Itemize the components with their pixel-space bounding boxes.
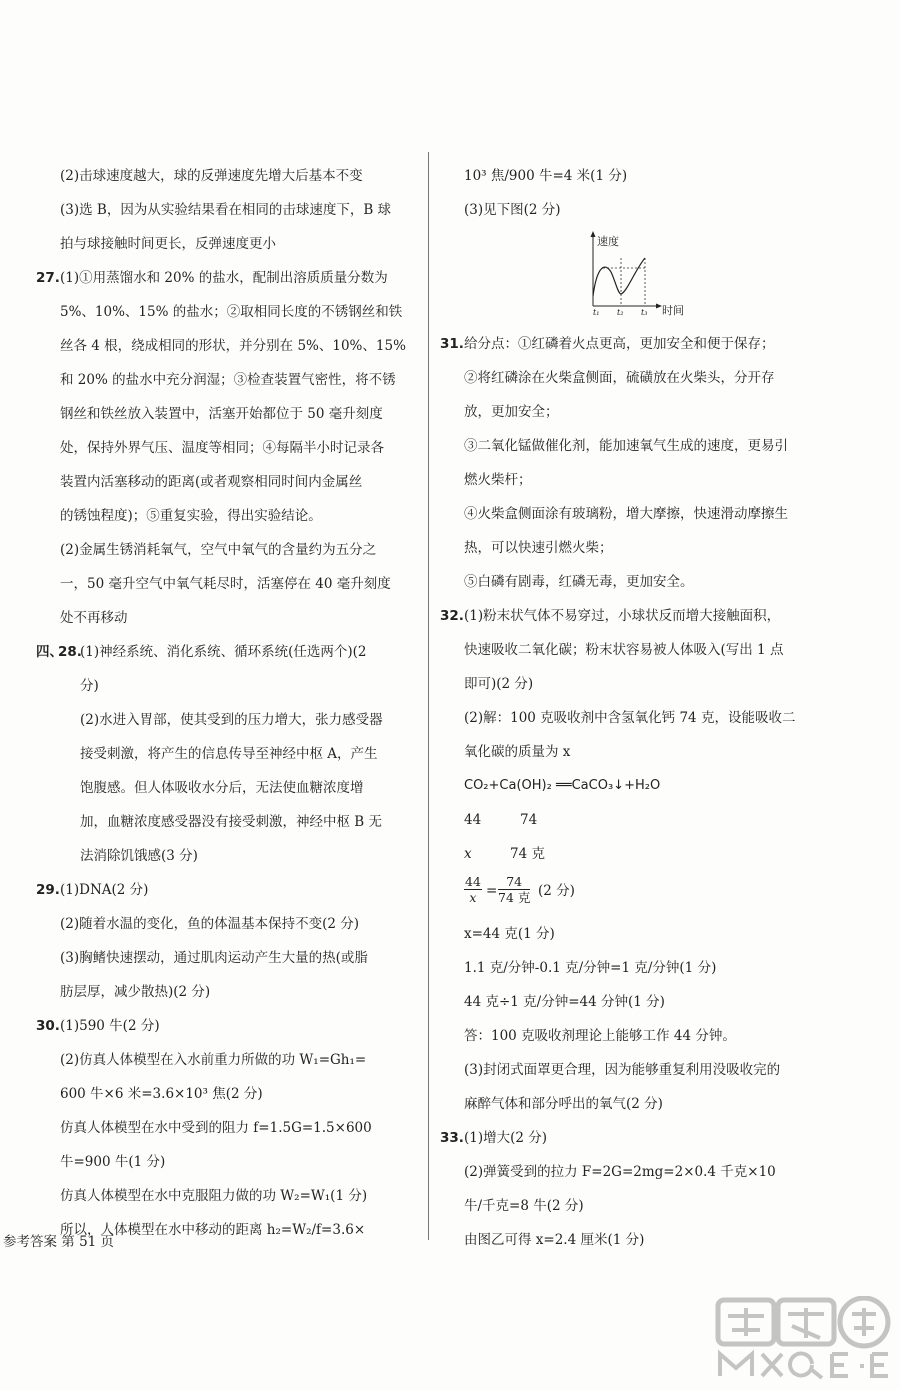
page-footer: 参考答案 第 51 页 <box>3 1234 115 1250</box>
score-note: (2 分) <box>538 883 575 899</box>
answer-line: (1)590 牛(2 分) <box>60 1018 160 1034</box>
x-axis-label: 时间 <box>662 304 684 316</box>
answer-line: 所以，人体模型在水中移动的距离 h₂=W₂/f=3.6× <box>60 1222 366 1238</box>
answer-line: (3)见下图(2 分) <box>464 202 561 218</box>
answer-line: 肪层厚，减少散热)(2 分) <box>60 984 211 1000</box>
question-number: 28. <box>58 644 82 660</box>
answer-line: 加，血糖浓度感受器没有接受刺激，神经中枢 B 无 <box>80 814 383 830</box>
answer-line: 5%、10%、15% 的盐水；②取相同长度的不锈钢丝和铁 <box>60 304 403 320</box>
answer-line: 麻醉气体和部分呼出的氧气(2 分) <box>464 1096 663 1112</box>
answer-line: (2)金属生锈消耗氧气，空气中氧气的含量约为五分之 <box>60 542 377 558</box>
answer-line: x=44 克(1 分) <box>464 926 555 942</box>
answer-line: (2)解：100 克吸收剂中含氢氧化钙 74 克，设能吸收二 <box>464 710 796 726</box>
answer-line: 答：100 克吸收剂理论上能够工作 44 分钟。 <box>464 1028 736 1044</box>
section-number: 四、 <box>36 644 63 660</box>
answer-line: 丝各 4 根，绕成相同的形状，并分别在 5%、10%、15% <box>60 338 406 354</box>
answer-line: 1.1 克/分钟-0.1 克/分钟=1 克/分钟(1 分) <box>464 960 717 976</box>
answer-line: 仿真人体模型在水中受到的阻力 f=1.5G=1.5×600 <box>60 1120 372 1136</box>
answer-line: (1)①用蒸馏水和 20% 的盐水，配制出溶质质量分数为 <box>60 270 388 286</box>
speed-time-graph <box>583 228 693 316</box>
answer-line: (3)胸鳍快速摆动，通过肌肉运动产生大量的热(或脂 <box>60 950 368 966</box>
answer-line: 仿真人体模型在水中克服阻力做的功 W₂=W₁(1 分) <box>60 1188 368 1204</box>
answer-line: 氧化碳的质量为 x <box>464 744 571 760</box>
answer-line: (2)仿真人体模型在入水前重力所做的功 W₁=Gh₁= <box>60 1052 367 1068</box>
tick-label: t₂ <box>617 308 624 316</box>
answer-line: 由图乙可得 x=2.4 厘米(1 分) <box>464 1232 645 1248</box>
question-number: 30. <box>36 1018 60 1034</box>
answer-line: 法消除饥饿感(3 分) <box>80 848 198 864</box>
equation-value: 74 <box>520 812 538 828</box>
equation-value: x <box>464 846 472 862</box>
question-number: 27. <box>36 270 60 286</box>
y-axis-label: 速度 <box>597 235 619 248</box>
answer-line: 分) <box>80 678 99 694</box>
speed-curve <box>593 258 645 296</box>
answer-line: 燃火柴杆； <box>464 472 532 488</box>
answer-line: 600 牛×6 米=3.6×10³ 焦(2 分) <box>60 1086 263 1102</box>
fraction-numerator: 44 <box>465 874 481 889</box>
column-divider <box>428 152 429 1240</box>
answer-line: 即可)(2 分) <box>464 676 534 692</box>
fraction-denominator: 74 克 <box>498 890 531 905</box>
answer-line: ④火柴盒侧面涂有玻璃粉，增大摩擦，快速滑动摩擦生 <box>464 506 788 522</box>
question-number: 29. <box>36 882 60 898</box>
question-number: 32. <box>440 608 464 624</box>
y-axis-arrow-icon <box>591 231 596 237</box>
fraction-numerator: 74 <box>498 874 530 890</box>
answer-line: 快速吸收二氧化碳；粉末状容易被人体吸入(写出 1 点 <box>464 642 784 658</box>
answer-line: 放，更加安全； <box>464 404 559 420</box>
answer-line: ③二氧化锰做催化剂，能加速氧气生成的速度，更易引 <box>464 438 788 454</box>
answer-line: (1)粉末状气体不易穿过，小球状反而增大接触面积， <box>464 608 781 624</box>
question-number: 31. <box>440 336 464 352</box>
answer-line: ⑤白磷有剧毒，红磷无毒，更加安全。 <box>464 574 694 590</box>
fraction-left <box>464 874 482 905</box>
equation-value: 74 克 <box>510 846 545 862</box>
answer-line: (3)选 B，因为从实验结果看在相同的击球速度下，B 球 <box>60 202 392 218</box>
answer-line: 热，可以快速引燃火柴； <box>464 540 613 556</box>
chemical-equation: CO₂+Ca(OH)₂ ══CaCO₃↓+H₂O <box>464 778 661 793</box>
answer-line: 处，保持外界气压、温度等相同；④每隔半小时记录各 <box>60 440 384 456</box>
answer-line: 拍与球接触时间更长，反弹速度更小 <box>60 236 276 252</box>
answer-line: 和 20% 的盐水中充分润湿；③检查装置气密性，将不锈 <box>60 372 396 388</box>
answer-line: 牛/千克=8 牛(2 分) <box>464 1198 584 1214</box>
answer-line: 接受刺激，将产生的信息传导至神经中枢 A，产生 <box>80 746 378 762</box>
tick-label: t₃ <box>641 308 648 316</box>
answer-line: (1)DNA(2 分) <box>60 882 149 898</box>
answer-line: 一，50 毫升空气中氧气耗尽时，活塞停在 40 毫升刻度 <box>60 576 391 592</box>
answer-line: (2)随着水温的变化，鱼的体温基本保持不变(2 分) <box>60 916 360 932</box>
tick-label: t₁ <box>593 308 600 316</box>
answer-line: ②将红磷涂在火柴盒侧面，硫磺放在火柴头，分开存 <box>464 370 775 386</box>
equals-sign: = <box>486 883 498 899</box>
question-number: 33. <box>440 1130 464 1146</box>
answer-line: 装置内活塞移动的距离(或者观察相同时间内金属丝 <box>60 474 363 490</box>
watermark-logo <box>714 1296 894 1382</box>
fraction-denominator: x <box>469 890 477 905</box>
answer-line: (1)神经系统、消化系统、循环系统(任选两个)(2 <box>80 644 367 660</box>
answer-line: (1)增大(2 分) <box>464 1130 548 1146</box>
answer-line: 钢丝和铁丝放入装置中，活塞开始都位于 50 毫升刻度 <box>60 406 383 422</box>
answer-line: 10³ 焦/900 牛=4 米(1 分) <box>464 168 628 184</box>
answer-line: 饱腹感。但人体吸收水分后，无法使血糖浓度增 <box>80 780 364 796</box>
answer-line: 给分点：①红磷着火点更高，更加安全和便于保存； <box>464 336 775 352</box>
answer-line: 处不再移动 <box>60 610 128 626</box>
answer-line: (3)封闭式面罩更合理，因为能够重复利用没吸收完的 <box>464 1062 781 1078</box>
answer-line: 44 克÷1 克/分钟=44 分钟(1 分) <box>464 994 665 1010</box>
answer-line: (2)击球速度越大，球的反弹速度先增大后基本不变 <box>60 168 363 184</box>
equation-value: 44 <box>464 812 482 828</box>
fraction-right <box>498 874 530 905</box>
answer-line: 的锈蚀程度)；⑤重复实验，得出实验结论。 <box>60 508 322 524</box>
answer-line: (2)水进入胃部，使其受到的压力增大，张力感受器 <box>80 712 383 728</box>
answer-line: (2)弹簧受到的拉力 F=2G=2mg=2×0.4 千克×10 <box>464 1164 776 1180</box>
answer-line: 牛=900 牛(1 分) <box>60 1154 166 1170</box>
